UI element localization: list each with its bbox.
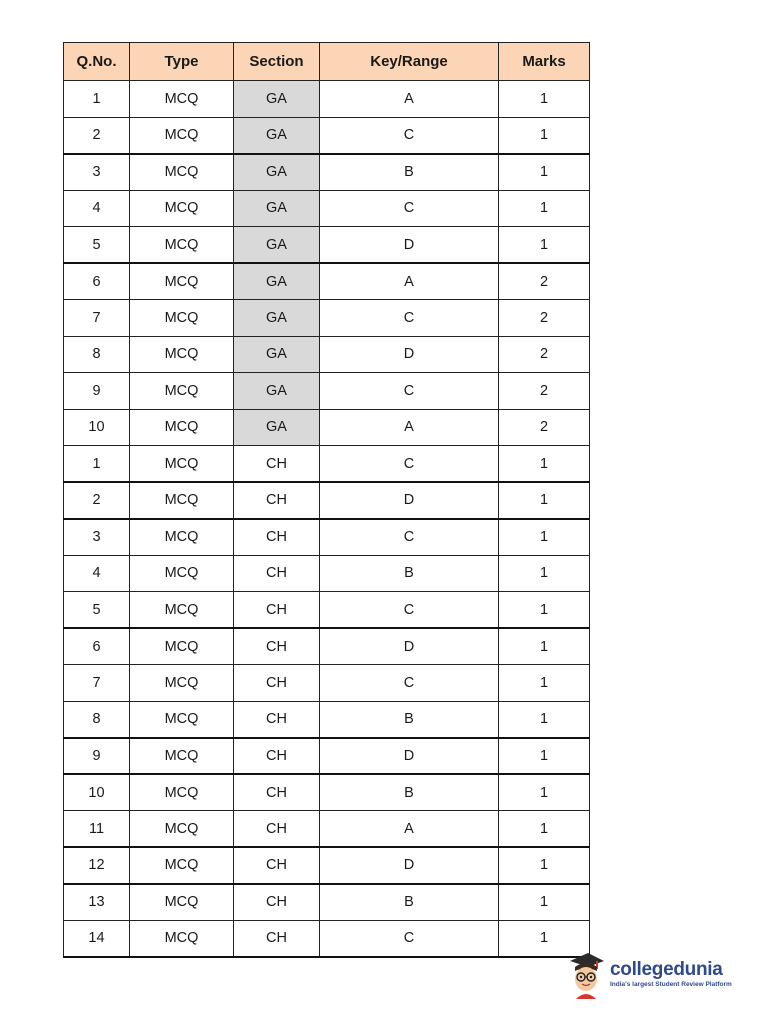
cell-key: B (320, 555, 499, 592)
cell-type: MCQ (130, 738, 234, 775)
cell-type: MCQ (130, 409, 234, 446)
cell-type: MCQ (130, 701, 234, 738)
cell-section: CH (234, 884, 320, 921)
cell-type: MCQ (130, 482, 234, 519)
cell-type: MCQ (130, 300, 234, 337)
cell-key: C (320, 373, 499, 410)
cell-qno: 9 (64, 738, 130, 775)
cell-type: MCQ (130, 227, 234, 264)
cell-qno: 4 (64, 190, 130, 227)
table-row (64, 154, 590, 191)
cell-qno: 11 (64, 811, 130, 848)
cell-key: C (320, 446, 499, 483)
cell-type: MCQ (130, 117, 234, 154)
cell-section: CH (234, 811, 320, 848)
cell-type: MCQ (130, 592, 234, 629)
cell-marks: 1 (499, 701, 590, 738)
cell-qno: 1 (64, 446, 130, 483)
cell-section: CH (234, 847, 320, 884)
cell-qno: 3 (64, 154, 130, 191)
cell-marks: 1 (499, 227, 590, 264)
cell-qno: 14 (64, 920, 130, 957)
cell-marks: 1 (499, 555, 590, 592)
table-row (64, 81, 590, 118)
cell-type: MCQ (130, 190, 234, 227)
cell-marks: 1 (499, 482, 590, 519)
cell-key: D (320, 847, 499, 884)
cell-key: A (320, 811, 499, 848)
header-qno: Q.No. (64, 43, 130, 81)
logo-name: collegedunia (610, 958, 723, 980)
cell-qno: 7 (64, 300, 130, 337)
cell-key: C (320, 665, 499, 702)
cell-qno: 10 (64, 409, 130, 446)
cell-marks: 1 (499, 665, 590, 702)
cell-section: CH (234, 628, 320, 665)
cell-qno: 2 (64, 117, 130, 154)
cell-key: C (320, 519, 499, 556)
cell-marks: 2 (499, 336, 590, 373)
cell-type: MCQ (130, 665, 234, 702)
cell-type: MCQ (130, 884, 234, 921)
cell-marks: 1 (499, 920, 590, 957)
cell-marks: 1 (499, 190, 590, 227)
cell-key: D (320, 738, 499, 775)
cell-section: CH (234, 774, 320, 811)
cell-key: D (320, 482, 499, 519)
cell-key: B (320, 884, 499, 921)
cell-section: GA (234, 409, 320, 446)
table-row (64, 519, 590, 556)
header-section: Section (234, 43, 320, 81)
cell-type: MCQ (130, 154, 234, 191)
cell-qno: 8 (64, 336, 130, 373)
cell-key: D (320, 227, 499, 264)
cell-marks: 1 (499, 811, 590, 848)
collegedunia-logo (566, 946, 736, 1002)
cell-section: GA (234, 154, 320, 191)
cell-key: A (320, 409, 499, 446)
cell-key: B (320, 774, 499, 811)
cell-marks: 1 (499, 519, 590, 556)
header-key-range: Key/Range (320, 43, 499, 81)
cell-qno: 3 (64, 519, 130, 556)
cell-marks: 1 (499, 628, 590, 665)
cell-section: GA (234, 117, 320, 154)
cell-key: C (320, 592, 499, 629)
cell-key: C (320, 920, 499, 957)
table-row (64, 263, 590, 300)
header-marks: Marks (499, 43, 590, 81)
cell-section: CH (234, 446, 320, 483)
cell-key: D (320, 336, 499, 373)
cell-type: MCQ (130, 774, 234, 811)
table-row (64, 409, 590, 446)
cell-marks: 2 (499, 263, 590, 300)
cell-marks: 1 (499, 592, 590, 629)
table-row (64, 190, 590, 227)
cell-section: GA (234, 336, 320, 373)
cell-marks: 1 (499, 884, 590, 921)
table-row (64, 811, 590, 848)
table-row (64, 446, 590, 483)
cell-type: MCQ (130, 519, 234, 556)
cell-marks: 1 (499, 774, 590, 811)
table-row (64, 920, 590, 957)
cell-marks: 2 (499, 373, 590, 410)
cell-section: CH (234, 482, 320, 519)
cell-qno: 4 (64, 555, 130, 592)
cell-section: GA (234, 227, 320, 264)
cell-qno: 8 (64, 701, 130, 738)
cell-qno: 1 (64, 81, 130, 118)
table-row (64, 482, 590, 519)
cell-section: GA (234, 373, 320, 410)
cell-qno: 12 (64, 847, 130, 884)
answer-key-table (63, 42, 590, 958)
cell-section: GA (234, 300, 320, 337)
logo-tagline: India's largest Student Review Platform (610, 980, 732, 988)
cell-key: A (320, 263, 499, 300)
cell-qno: 10 (64, 774, 130, 811)
table-row (64, 628, 590, 665)
cell-qno: 13 (64, 884, 130, 921)
cell-key: C (320, 190, 499, 227)
table-row (64, 884, 590, 921)
cell-marks: 2 (499, 300, 590, 337)
table-row (64, 227, 590, 264)
table-header-row (64, 43, 590, 81)
table-row (64, 300, 590, 337)
cell-type: MCQ (130, 811, 234, 848)
cell-qno: 6 (64, 263, 130, 300)
table-row (64, 701, 590, 738)
cell-marks: 1 (499, 81, 590, 118)
cell-type: MCQ (130, 263, 234, 300)
cell-qno: 5 (64, 592, 130, 629)
collegedunia-mascot-icon (566, 949, 606, 999)
cell-section: CH (234, 738, 320, 775)
cell-marks: 2 (499, 409, 590, 446)
cell-key: A (320, 81, 499, 118)
table-row (64, 738, 590, 775)
table-row (64, 774, 590, 811)
cell-section: CH (234, 592, 320, 629)
cell-qno: 6 (64, 628, 130, 665)
cell-section: GA (234, 190, 320, 227)
cell-qno: 2 (64, 482, 130, 519)
table-row (64, 555, 590, 592)
table-row (64, 373, 590, 410)
cell-section: GA (234, 263, 320, 300)
cell-section: CH (234, 665, 320, 702)
cell-type: MCQ (130, 628, 234, 665)
table-row (64, 665, 590, 702)
cell-key: C (320, 300, 499, 337)
cell-type: MCQ (130, 920, 234, 957)
cell-qno: 9 (64, 373, 130, 410)
cell-type: MCQ (130, 446, 234, 483)
cell-type: MCQ (130, 373, 234, 410)
cell-section: CH (234, 555, 320, 592)
table-row (64, 592, 590, 629)
cell-key: D (320, 628, 499, 665)
cell-key: C (320, 117, 499, 154)
cell-marks: 1 (499, 117, 590, 154)
cell-section: CH (234, 519, 320, 556)
cell-key: B (320, 701, 499, 738)
cell-type: MCQ (130, 81, 234, 118)
cell-type: MCQ (130, 555, 234, 592)
cell-key: B (320, 154, 499, 191)
cell-marks: 1 (499, 738, 590, 775)
cell-type: MCQ (130, 336, 234, 373)
cell-section: CH (234, 920, 320, 957)
cell-type: MCQ (130, 847, 234, 884)
cell-qno: 5 (64, 227, 130, 264)
table-row (64, 336, 590, 373)
cell-qno: 7 (64, 665, 130, 702)
cell-section: GA (234, 81, 320, 118)
table-row (64, 847, 590, 884)
header-type: Type (130, 43, 234, 81)
cell-section: CH (234, 701, 320, 738)
cell-marks: 1 (499, 446, 590, 483)
cell-marks: 1 (499, 154, 590, 191)
table-row (64, 117, 590, 154)
cell-marks: 1 (499, 847, 590, 884)
